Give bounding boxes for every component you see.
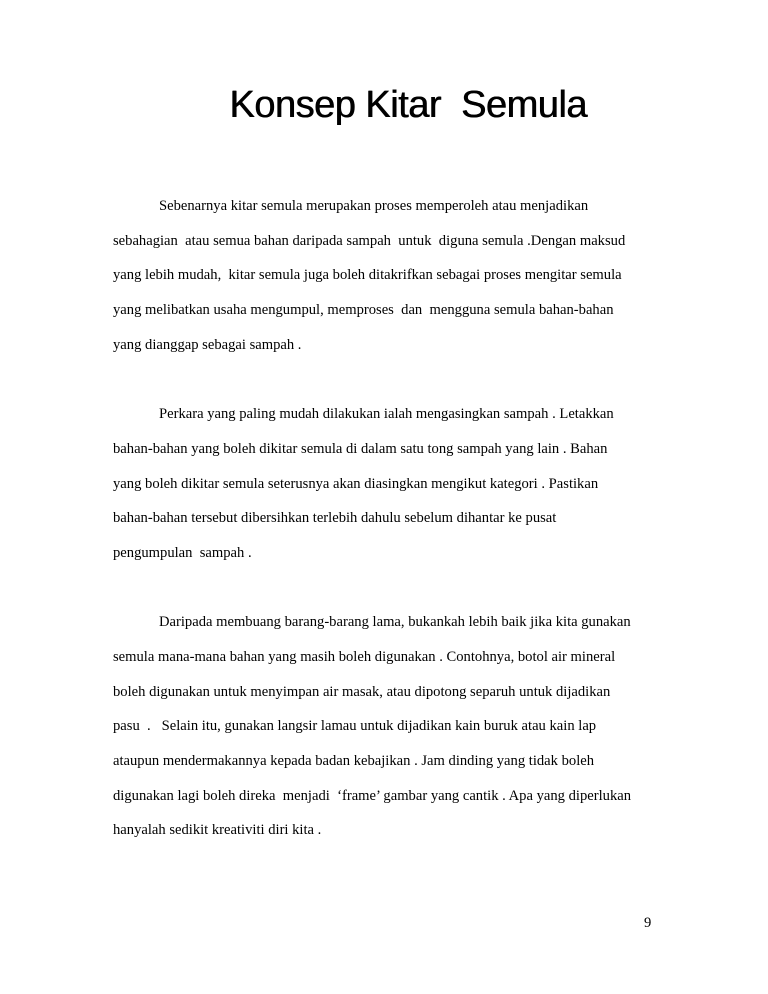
paragraph-3-line-3: boleh digunakan untuk menyimpan air masak, atau dipotong separuh untuk dijadikan bbox=[113, 684, 611, 700]
page-title: Konsep Kitar Semula bbox=[229, 84, 587, 126]
paragraph-1-line-1: Sebenarnya kitar semula merupakan proses memperoleh atau menjadikan bbox=[159, 198, 589, 214]
paragraph-3-line-4: pasu . Selain itu, gunakan langsir lamau untuk dijadikan kain buruk atau kain lap bbox=[113, 718, 597, 734]
paragraph-3-line-6: digunakan lagi boleh direka menjadi ‘frame’ gambar yang cantik . Apa yang diperlukan bbox=[113, 788, 632, 804]
paragraph-2-line-4: bahan-bahan tersebut dibersihkan terlebih dahulu sebelum dihantar ke pusat bbox=[113, 510, 557, 526]
paragraph-3-line-2: semula mana-mana bahan yang masih boleh digunakan . Contohnya, botol air mineral bbox=[113, 649, 616, 665]
paragraph-2-line-2: bahan-bahan yang boleh dikitar semula di dalam satu tong sampah yang lain . Bahan bbox=[113, 441, 608, 457]
paragraph-2-line-5: pengumpulan sampah . bbox=[113, 545, 252, 561]
paragraph-1-line-4: yang melibatkan usaha mengumpul, memproses dan mengguna semula bahan-bahan bbox=[113, 302, 614, 318]
paragraph-1-line-3: yang lebih mudah, kitar semula juga boleh ditakrifkan sebagai proses mengitar semula bbox=[113, 267, 622, 283]
paragraph-1-line-2: sebahagian atau semua bahan daripada sampah untuk diguna semula .Dengan maksud bbox=[113, 233, 626, 249]
paragraph-2-line-1: Perkara yang paling mudah dilakukan ialah mengasingkan sampah . Letakkan bbox=[159, 406, 614, 422]
paragraph-3-line-5: ataupun mendermakannya kepada badan kebajikan . Jam dinding yang tidak boleh bbox=[113, 753, 595, 769]
paragraph-2-line-3: yang boleh dikitar semula seterusnya akan diasingkan mengikut kategori . Pastikan bbox=[113, 476, 599, 492]
paragraph-1-line-5: yang dianggap sebagai sampah . bbox=[113, 337, 302, 353]
paragraph-3-line-1: Daripada membuang barang-barang lama, bukankah lebih baik jika kita gunakan bbox=[159, 614, 631, 630]
page-number: 9 bbox=[644, 915, 652, 931]
paragraph-3-line-7: hanyalah sedikit kreativiti diri kita . bbox=[113, 822, 322, 838]
